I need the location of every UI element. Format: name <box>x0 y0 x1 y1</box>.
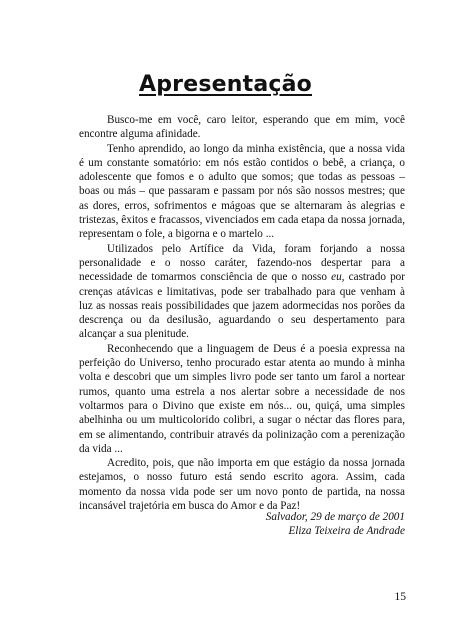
paragraph-3-emphasis: eu, <box>331 271 345 284</box>
paragraph-3-text-before: Utilizados pelo Artífice da Vida, foram forjando a nossa personalidade e o nosso caráter, fazendo-nos despertar para a necessidade de tomarmos consciência de que o nosso <box>79 242 405 284</box>
paragraph-3-text-after: castrado por crenças atávicas e limitativas, pode ser trabalhado para que venham à luz as nossas reais possibilidades que jazem adormecidas nos porões da descrença ou da desilusão, aguardando o seu despertamento para alcançar a sua plenitude. <box>79 271 406 341</box>
body-text <box>79 113 405 513</box>
signature-author: Eliza Teixeira de Andrade <box>288 525 405 538</box>
signature-block <box>266 510 405 539</box>
paragraph-1: Busco-me em você, caro leitor, esperando que em mim, você encontre alguma afinidade. <box>79 114 405 141</box>
paragraph-4: Reconhecendo que a linguagem de Deus é a poesia expressa na perfeição do Universo, tenho procurado estar atenta ao mundo à minha volta e descobri que um simples livro pode ser tanto um farol a nortear rumos, quanto uma estrela a nos alertar sobre a necessidade de nos voltarmos para o Divino que existe em nós... ou, quiçá, uma simples abelhinha ou um multicolorido colibri, a sugar o néctar das flores para, em se alimentando, contribuir através da polinização com a perenização da vida ... <box>79 342 405 455</box>
page-number: 15 <box>394 591 406 603</box>
page-title: Apresentação <box>139 72 312 97</box>
signature-place-date: Salvador, 29 de março de 2001 <box>265 511 405 523</box>
paragraph-5: Acredito, pois, que não importa em que estágio da nossa jornada estejamos, o nosso futuro está sendo escrito agora. Assim, cada momento da nossa vida pode ser um novo ponto de partida, na nossa incansável trajetória em busca do Amor e da Paz! <box>79 457 405 513</box>
paragraph-3 <box>79 242 405 342</box>
paragraph-2: Tenho aprendido, ao longo da minha existência, que a nossa vida é um constante somatório: em nós estão contidos o bebê, a criança, o adolescente que fomos e o adulto que somos; que todas as pessoas – boas ou más – que passaram e passam por nós são nossos mestres; que as dores, erros, sofrimentos e mágoas que se alternaram às alegrias e tristezas, êxitos e fracassos, vivenciados em cada etapa da nossa jornada, representam o fole, a bigorna e o martelo ... <box>79 142 405 241</box>
